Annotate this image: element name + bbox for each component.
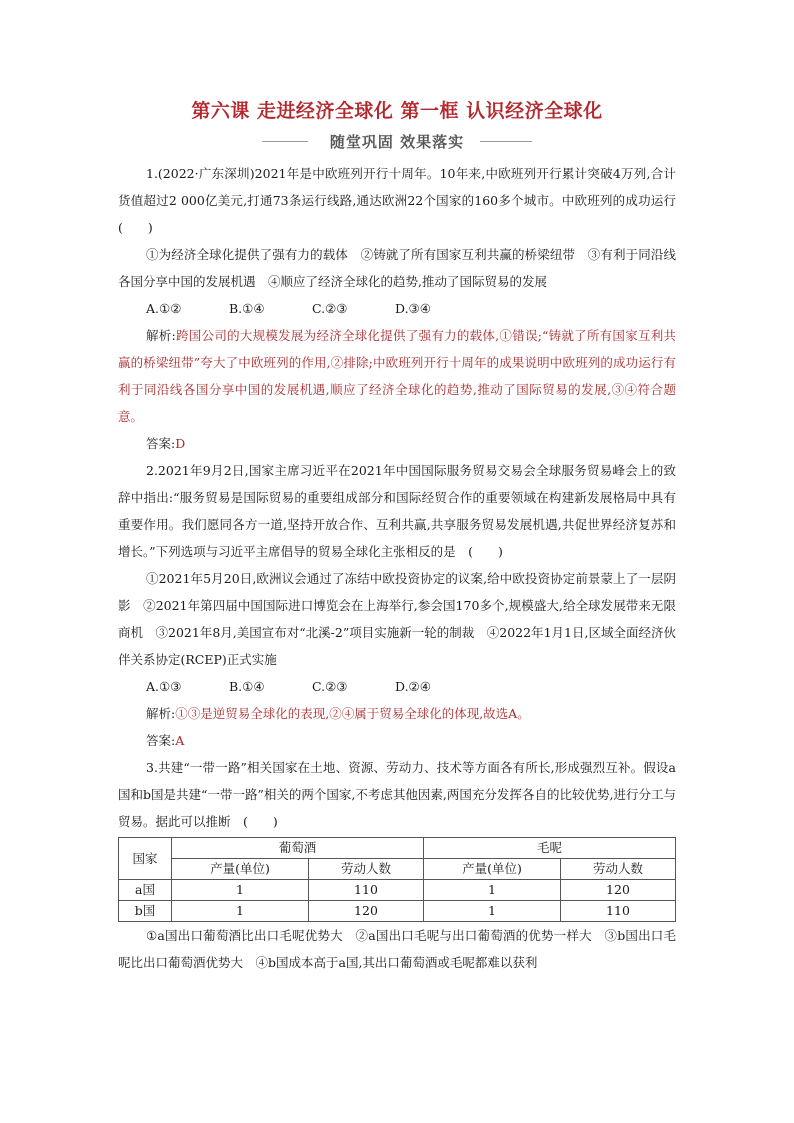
table-cell: 1 [423,901,560,922]
table-header-wool: 毛呢 [423,838,675,859]
q2-answer-value: A [175,733,185,748]
table-cell: 1 [172,880,309,901]
table-cell: 110 [308,880,423,901]
q2-options [118,673,676,700]
table-cell-country: a国 [119,880,172,901]
q2-option-d: D.②④ [395,679,431,694]
q3-stem: 3.共建“一带一路”相关国家在土地、资源、劳动力、技术等方面各有所长,形成强烈互补。假设a国和b国是共建“一带一路”相关的两个国家,不考虑其他因素,两国充分发挥各自的比较优势,进行分工与贸易。据此可以推断 ( ) [118,760,676,829]
q2-answer-label: 答案: [146,733,176,748]
q1-answer-label: 答案: [146,436,176,451]
banner-right-rule [480,141,532,142]
q1-option-a: A.①② [146,301,182,316]
q1-analysis-text: 跨国公司的大规模发展为经济全球化提供了强有力的载体,①错误;“铸就了所有国家互利共赢的桥梁纽带”夸大了中欧班列的作用,②排除;中欧班列开行十周年的成果说明中欧班列的成功运行有利于同沿线各国分享中国的发展机遇,顺应了经济全球化的趋势,推动了国际贸易的发展,③④符合题意。 [118,328,676,424]
q1-analysis [118,322,676,430]
q1-answer [118,430,676,457]
q1-statements: ①为经济全球化提供了强有力的载体 ②铸就了所有国家互利共赢的桥梁纽带 ③有利于同沿线各国分享中国的发展机遇 ④顺应了经济全球化的趋势,推动了国际贸易的发展 [118,247,676,289]
q2-option-b: B.①④ [229,679,265,694]
table-sub-wool-output: 产量(单位) [423,859,560,880]
q2-analysis-label: 解析: [146,706,176,721]
table-header-row [119,838,676,859]
table-cell: 110 [560,901,675,922]
q1-stem: 1.(2022·广东深圳)2021年是中欧班列开行十周年。10年来,中欧班列开行累计突破4万列,合计货值超过2 000亿美元,打通73条运行线路,通达欧洲22个国家的160多个城市。中欧班列的成功运行( ) [118,166,676,235]
q1-analysis-label: 解析: [146,328,176,343]
table-cell: 1 [172,901,309,922]
exercise-content [118,160,676,976]
table-cell-country: b国 [119,901,172,922]
q1-answer-value: D [175,436,186,451]
table-header-wine: 葡萄酒 [172,838,424,859]
q2-answer [118,727,676,754]
table-subheader-row [119,859,676,880]
q1-options [118,295,676,322]
table-sub-wool-labor: 劳动人数 [560,859,675,880]
q3-table [118,837,676,922]
q1-option-b: B.①④ [229,301,265,316]
table-cell: 120 [308,901,423,922]
q2-statements: ①2021年5月20日,欧洲议会通过了冻结中欧投资协定的议案,给中欧投资协定前景蒙上了一层阴影 ②2021年第四届中国国际进口博览会在上海举行,参会国170多个,规模盛大,给全球发展带来无限商机 ③2021年8月,美国宣布对“北溪-2”项目实施新一轮的制裁 ④2022年1月1日,区域全面经济伙伴关系协定(RCEP)正式实施 [118,571,676,667]
q1-option-c: C.②③ [312,301,348,316]
q2-option-c: C.②③ [312,679,348,694]
table-cell: 1 [423,880,560,901]
table-row [119,880,676,901]
q3-statements: ①a国出口葡萄酒比出口毛呢优势大 ②a国出口毛呢与出口葡萄酒的优势一样大 ③b国出口毛呢比出口葡萄酒优势大 ④b国成本高于a国,其出口葡萄酒或毛呢都难以获利 [118,928,676,970]
q2-stem: 2.2021年9月2日,国家主席习近平在2021年中国国际服务贸易交易会全球服务贸易峰会上的致辞中指出:“服务贸易是国际贸易的重要组成部分和国际经贸合作的重要领域在构建新发展格局中具有重要作用。我们愿同各方一道,坚持开放合作、互利共赢,共享服务贸易发展机遇,共促世界经济复苏和增长。”下列选项与习近平主席倡导的贸易全球化主张相反的是 ( ) [118,463,676,559]
section-banner [262,131,532,153]
q2-option-a: A.①③ [146,679,182,694]
table-cell: 120 [560,880,675,901]
q1-option-d: D.③④ [395,301,431,316]
banner-text: 随堂巩固 效果落实 [329,133,465,151]
table-sub-wine-output: 产量(单位) [172,859,309,880]
table-row [119,901,676,922]
table-sub-wine-labor: 劳动人数 [308,859,423,880]
q2-analysis-text: ①③是逆贸易全球化的表现,②④属于贸易全球化的体现,故选A。 [175,706,530,721]
q2-analysis [118,700,676,727]
table-header-country: 国家 [119,838,172,880]
page-title: 第六课 走进经济全球化 第一框 认识经济全球化 [191,100,603,122]
